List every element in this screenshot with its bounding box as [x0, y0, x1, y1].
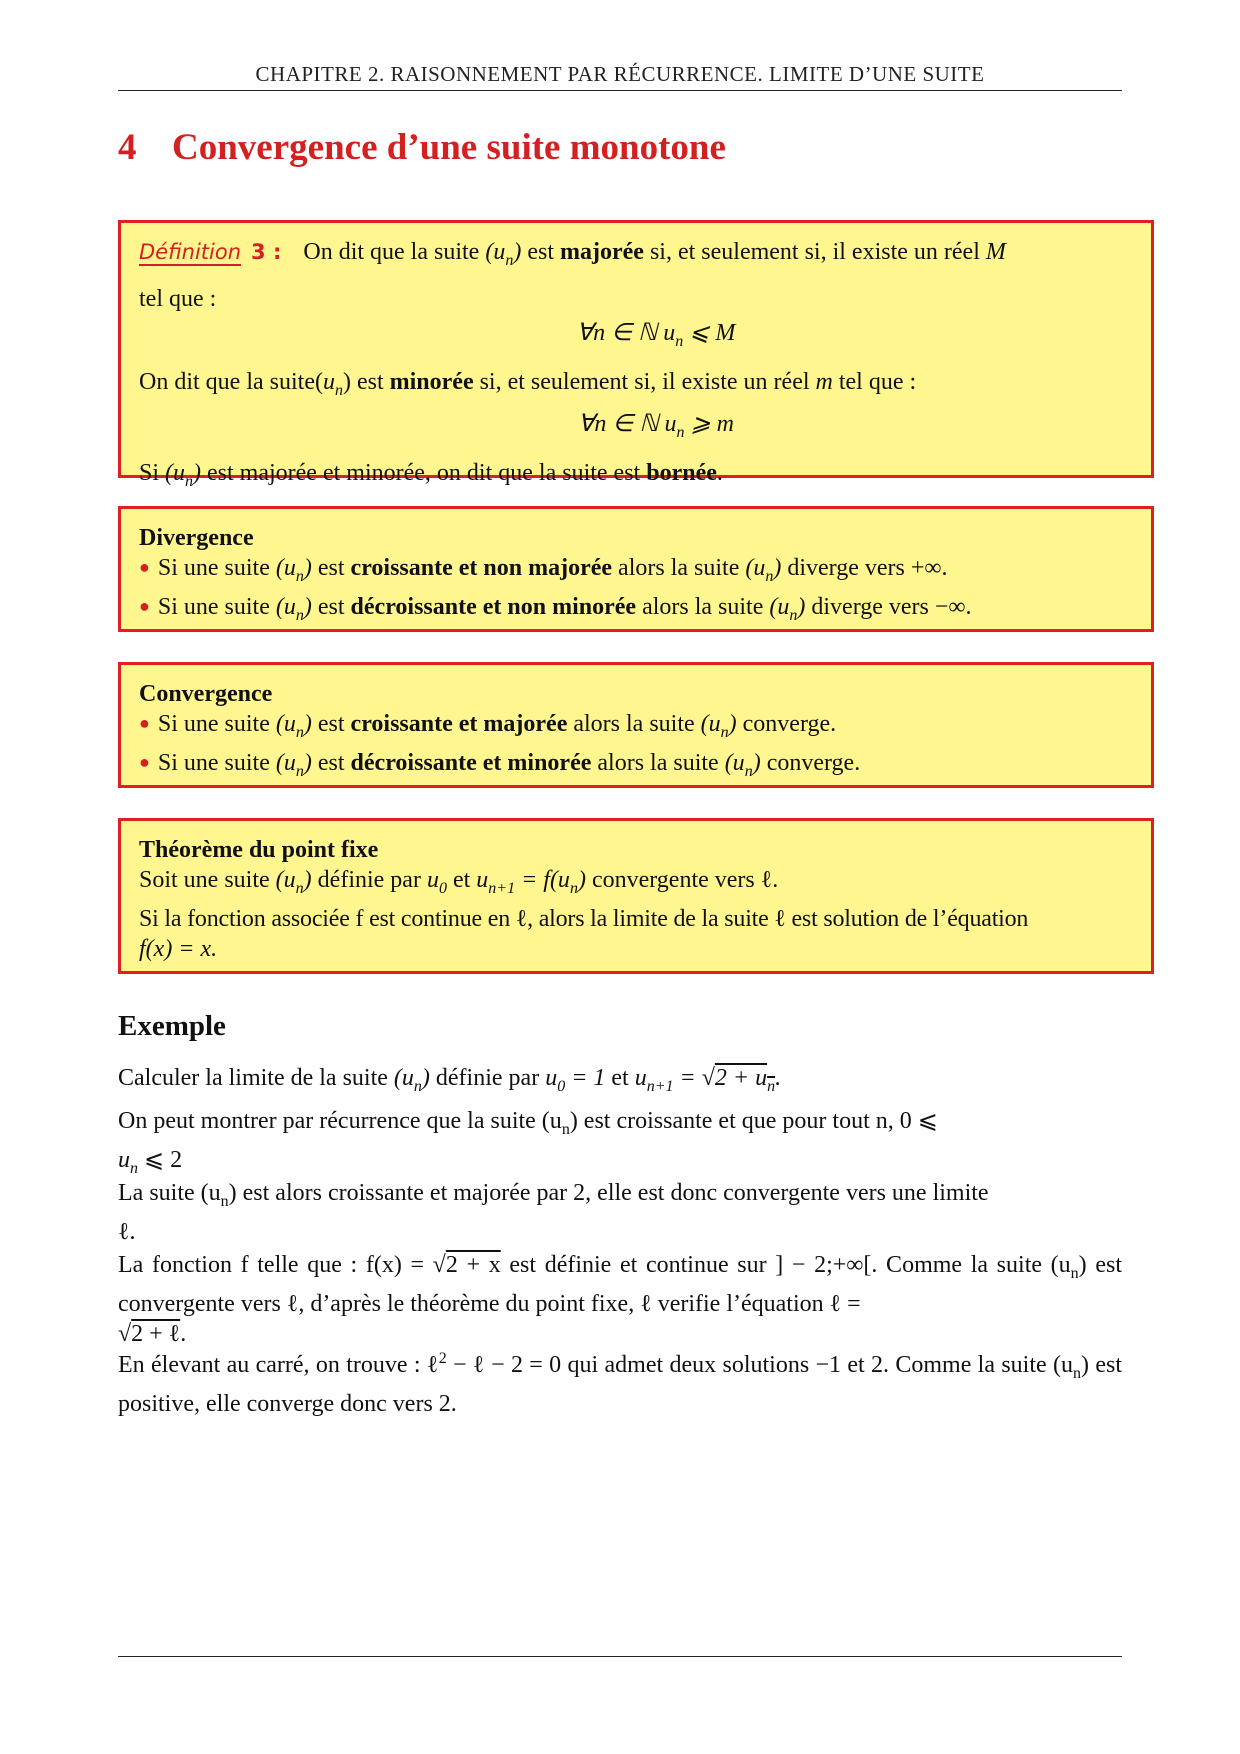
text: est — [521, 239, 560, 265]
section-title-text: Convergence d’une suite monotone — [172, 127, 726, 168]
text: si, et seulement si, il existe un réel — [643, 239, 986, 265]
definition-label: Définition — [139, 240, 242, 264]
bullet-icon: ● — [139, 751, 150, 772]
example-paragraph-3: La suite $(u_n)$ est alors croissante et majorée par 2, elle est donc convergente vers une limite ℓ. — [118, 1180, 989, 1245]
bullet-icon: ● — [139, 595, 150, 616]
definition-line-3: On dit que la $suite(u_n)$ est minorée si, et seulement si, il existe un réel m tel que : — [139, 368, 917, 399]
divergence-title: Divergence — [139, 525, 254, 551]
math-un: $(u_n)$ — [485, 239, 522, 269]
running-header: CHAPITRE 2. RAISONNEMENT PAR RÉCURRENCE. LIMITE D’UNE SUITE — [255, 62, 985, 86]
footer-rule — [118, 1656, 1122, 1657]
header-rule — [118, 90, 1122, 91]
theorem-line-2: Si la fonction associée f est continue en ℓ, alors la limite de la suite ℓ est solution de l’équation — [139, 905, 1029, 932]
text: On dit que la suite — [303, 239, 486, 265]
formula-minoree: ∀n ∈ ℕ $u_n$ ⩾ m — [578, 411, 734, 442]
example-heading: Exemple — [118, 1010, 226, 1042]
bullet-icon: ● — [139, 557, 150, 577]
example-paragraph-1: Calculer la limite de la suite $(u_n)$ définie par $u_0 = 1$ et $u_{n+1} = √2 + u_n$. — [118, 1065, 782, 1095]
theorem-line-1: Soit une suite $(u_n)$ définie par $u_0$ et $u_{n+1} = f(u_n)$ convergente vers ℓ. — [139, 867, 779, 897]
section-number: 4 — [118, 127, 137, 168]
theorem-line-3: f(x) = x. — [139, 935, 218, 962]
convergence-box — [118, 662, 1154, 788]
bold-minoree: minorée — [389, 368, 474, 395]
bold-majoree: majorée — [560, 239, 644, 265]
theorem-box — [118, 818, 1154, 974]
bold-bornee: bornée — [646, 460, 717, 487]
divergence-box — [118, 506, 1154, 632]
definition-number: 3 : — [251, 240, 282, 264]
bullet-icon: ● — [139, 713, 150, 733]
example-paragraph-4: La fonction f telle que : f(x) = √2 + x est définie et continue sur ] − 2;+∞[. Comme la suite $(u_n)$ est convergente vers ℓ, d’après le théorème du point fixe, ℓ verifie l’équation ℓ = √2 + ℓ. — [118, 1252, 1122, 1347]
theorem-title: Théorème du point fixe — [139, 837, 379, 863]
definition-box — [118, 220, 1154, 490]
example-paragraph-2: On peut montrer par récurrence que la suite $(u_n)$ est croissante et que pour tout n, 0 ⩽ $u_n$ ⩽ 2 — [118, 1108, 938, 1177]
definition-line-4: Si $(u_n)$ est majorée et minorée, on dit que la suite est bornée. — [139, 460, 723, 490]
convergence-title: Convergence — [139, 681, 273, 707]
divergence-bullet-2: ● Si une suite $(u_n)$ est décroissante et non minorée alors la suite $(u_n)$ diverge vers −∞. — [139, 593, 972, 624]
section-title — [118, 126, 726, 169]
convergence-bullet-2: ● Si une suite $(u_n)$ est décroissante et minorée alors la suite $(u_n)$ converge. — [139, 749, 861, 780]
math-M: M — [985, 239, 1006, 265]
definition-line-1 — [139, 237, 1133, 276]
convergence-bullet-1: ● Si une suite $(u_n)$ est croissante et majorée alors la suite $(u_n)$ converge. — [139, 711, 837, 741]
example-paragraph-5: En élevant au carré, on trouve : ℓ$^2$ − ℓ − 2 = 0 qui admet deux solutions −1 et 2. Comme la suite $(u_n)$ est positive, elle converge donc vers 2. — [118, 1350, 1122, 1417]
formula-majoree: ∀n ∈ ℕ $u_n$ ⩽ M — [576, 319, 736, 350]
definition-line-2: tel que : — [139, 285, 217, 312]
divergence-bullet-1: ● Si une suite $(u_n)$ est croissante et non majorée alors la suite $(u_n)$ diverge vers +∞. — [139, 555, 948, 585]
